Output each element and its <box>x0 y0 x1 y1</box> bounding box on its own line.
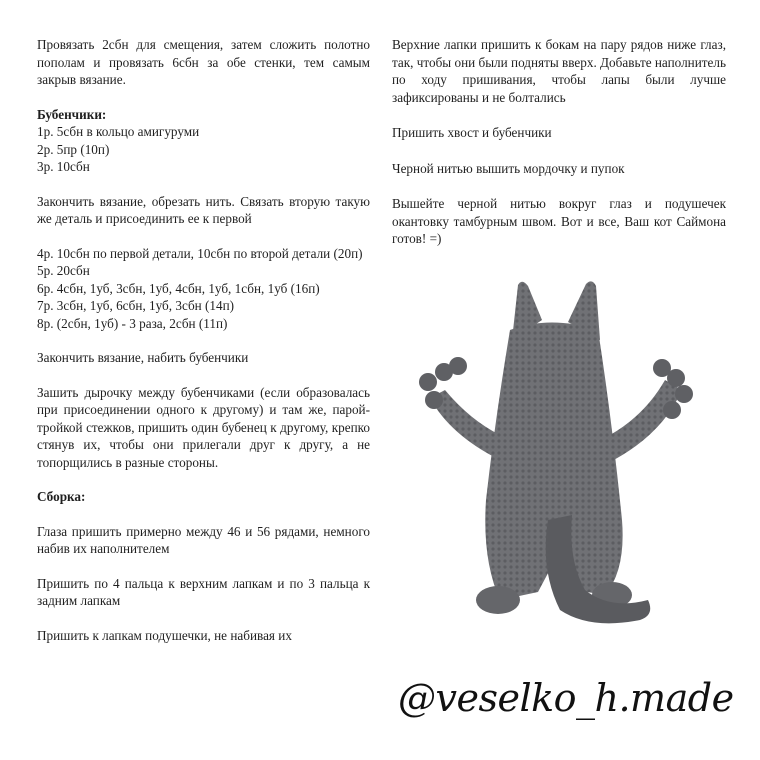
pattern-row: 4р. 10сбн по первой детали, 10сбн по второй детали (20п) <box>37 245 363 261</box>
pads-paragraph: Пришить к лапкам подушечки, не набивая их <box>37 627 292 643</box>
assembly-section <box>37 488 370 506</box>
finish-paragraph: Закончить вязание, обрезать нить. Связать вторую такую же деталь и присоединить ее к первой <box>37 193 370 226</box>
bells-row: 2р. 5пр (10п) <box>37 141 110 157</box>
left-column <box>37 36 370 661</box>
fingers-paragraph: Пришить по 4 пальца к верхним лапкам и по 3 пальца к задним лапкам <box>37 575 370 608</box>
cat-foot-left <box>476 586 520 614</box>
face-paragraph: Черной нитью вышить мордочку и пупок <box>392 160 625 176</box>
stuff-paragraph: Закончить вязание, набить бубенчики <box>37 350 249 365</box>
intro-paragraph: Провязать 2сбн для смещения, затем сложить полотно пополам и провязать 6сбн за обе стенки, тем самым закрыв вязание. <box>37 37 370 87</box>
bells-row: 1р. 5сбн в кольцо амигуруми <box>37 124 200 139</box>
bells-section <box>37 106 370 176</box>
pattern-row: 6р. 4сбн, 1уб, 3сбн, 1уб, 4сбн, 1уб, 1сбн, 1уб (16п) <box>37 280 320 296</box>
bells-row: 3р. 10сбн <box>37 159 90 174</box>
tail-paragraph: Пришить хвост и бубенчики <box>392 125 552 140</box>
author-handle: @veselko_h.made <box>398 676 734 720</box>
rows-section <box>37 245 370 333</box>
pattern-row: 5р. 20сбн <box>37 263 90 278</box>
crochet-cat-photo <box>400 270 710 640</box>
arms-paragraph: Верхние лапки пришить к бокам на пару рядов ниже глаз, так, чтобы они были подняты вверх. Добавьте наполнитель по ходу пришивания, чтобы лапы были лучше зафиксированы и не болтались <box>392 37 726 105</box>
pattern-row: 8р. (2сбн, 1уб) - 3 раза, 2сбн (11п) <box>37 315 228 331</box>
sew-bells-paragraph: Зашить дырочку между бубенчиками (если образовалась при присоединении одного к другому) и там же, парой-тройкой стежков, пришить один бубенец к другому, крепко стянув их, чтобы они прилегали друг к другу, а не топорщились в разные стороны. <box>37 384 370 470</box>
cat-arm-right <box>610 380 682 462</box>
pattern-row: 7р. 3сбн, 1уб, 6сбн, 1уб, 3сбн (14п) <box>37 298 235 313</box>
right-column <box>392 36 726 266</box>
bells-heading: Бубенчики: <box>37 106 107 122</box>
assembly-heading: Сборка: <box>37 489 86 504</box>
outline-paragraph: Вышейте черной нитью вокруг глаз и подушечек окантовку тамбурным швом. Вот и все, Ваш кот Саймона готов! =) <box>392 196 726 246</box>
eyes-paragraph: Глаза пришить примерно между 46 и 56 рядами, немного набив их наполнителем <box>37 523 370 556</box>
